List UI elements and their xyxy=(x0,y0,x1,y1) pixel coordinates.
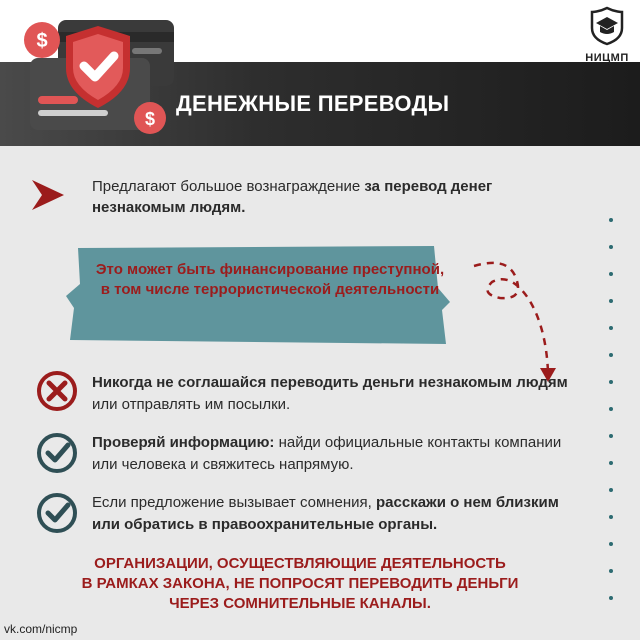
check-circle-icon xyxy=(36,432,78,479)
cross-circle-icon xyxy=(36,370,78,417)
intro-regular: Предлагают большое вознаграждение xyxy=(92,178,365,195)
item-text: или отправлять им посылки. xyxy=(92,396,291,413)
intro-bold: за перевод денег незнакомым людям. xyxy=(92,178,493,216)
item-text: найди официальные контакты компании или человека и свяжитесь напрямую. xyxy=(92,434,562,473)
list-item xyxy=(92,492,572,536)
footer-link[interactable]: vk.com/nicmp xyxy=(4,622,78,636)
logo xyxy=(580,6,634,64)
warning-line: ОРГАНИЗАЦИИ, ОСУЩЕСТВЛЯЮЩИЕ ДЕЯТЕЛЬНОСТЬ xyxy=(94,555,506,572)
logo-text: НИЦМП xyxy=(585,52,629,64)
intro-text xyxy=(92,176,582,218)
svg-text:$: $ xyxy=(36,30,48,52)
item-bold: Проверяй информацию: xyxy=(92,434,275,451)
warning-text xyxy=(40,554,560,614)
card-shield-check-icon xyxy=(14,12,174,149)
warning-line: В РАМКАХ ЗАКОНА, НЕ ПОПРОСЯТ ПЕРЕВОДИТЬ ДЕНЬГИ xyxy=(81,575,519,592)
item-bold: расскажи о нем близким или обратись в правоохранительные органы. xyxy=(92,494,559,533)
list-item xyxy=(92,372,572,416)
item-text: Если предложение вызывает сомнения, xyxy=(92,494,377,511)
svg-text:$: $ xyxy=(144,109,156,129)
arrow-right-icon xyxy=(30,178,66,217)
dotted-line-decoration xyxy=(609,218,613,623)
warning-line: ЧЕРЕЗ СОМНИТЕЛЬНЫЕ КАНАЛЫ. xyxy=(169,595,431,612)
graduation-cap-shield-icon xyxy=(588,6,626,46)
check-circle-icon xyxy=(36,492,78,539)
list-item xyxy=(92,432,572,476)
highlight-text: Это может быть финансирование преступной, в том числе террористической деятельности xyxy=(95,261,445,298)
page-title: ДЕНЕЖНЫЕ ПЕРЕВОДЫ xyxy=(176,91,450,116)
item-bold: Никогда не соглашайся переводить деньги незнакомым людям xyxy=(92,374,568,391)
